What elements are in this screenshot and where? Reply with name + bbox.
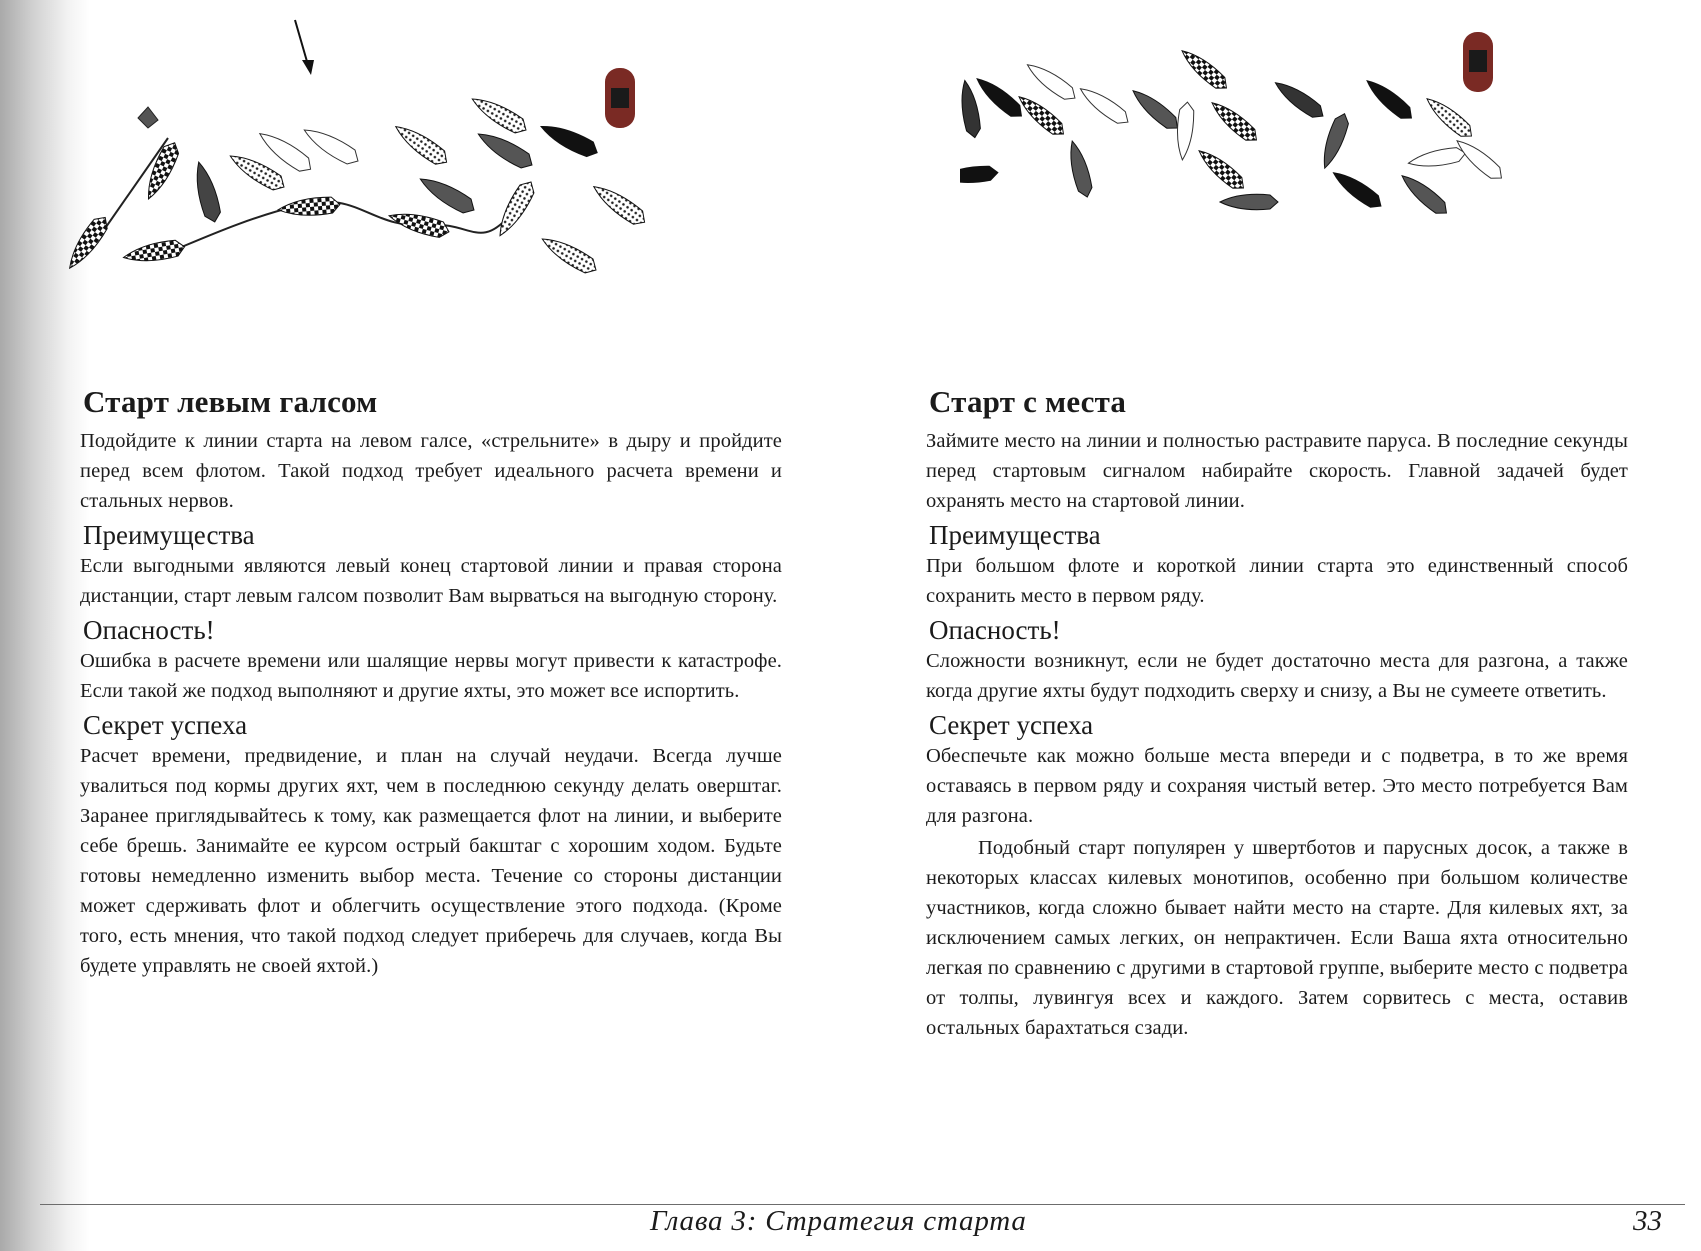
yacht bbox=[63, 212, 113, 273]
section-title: Старт с места bbox=[929, 384, 1127, 419]
secret-heading: Секрет успеха bbox=[929, 710, 1094, 740]
start-mark-buoy bbox=[138, 107, 158, 128]
yacht bbox=[1175, 101, 1195, 160]
yacht bbox=[1014, 91, 1068, 140]
section-title: Старт левым галсом bbox=[83, 384, 378, 419]
yacht bbox=[277, 196, 340, 219]
yacht bbox=[538, 232, 600, 278]
danger-paragraph: Ошибка в расчете времени или шалящие нервы могут привести к катастрофе. Если такой же подход выполняют и другие яхты, это может все испортить. bbox=[80, 650, 782, 702]
port-tack-start-diagram bbox=[30, 10, 730, 310]
wind-arrow-icon bbox=[295, 20, 314, 75]
yacht bbox=[1407, 146, 1467, 171]
intro-paragraph: Займите место на линии и полностью растравите паруса. В последние секунды перед стартовым сигналом набирайте скорость. Главной задачей будет охранять место на стартовой линии. bbox=[926, 430, 1628, 512]
secret-paragraph: Обеспечьте как можно больше места впереди и с подветра, в то же время оставаясь в первом ряду и сохраняя чистый ветер. Это место потребуется Вам для разгона. bbox=[926, 745, 1628, 827]
yacht bbox=[972, 73, 1026, 122]
yacht bbox=[190, 160, 223, 224]
yacht bbox=[1128, 85, 1182, 134]
left-page-column bbox=[80, 384, 782, 981]
yacht bbox=[589, 180, 650, 230]
committee-boat bbox=[605, 68, 635, 128]
yacht bbox=[391, 120, 452, 170]
yacht bbox=[960, 165, 999, 185]
right-page-column bbox=[926, 384, 1628, 1043]
yacht bbox=[1194, 145, 1248, 194]
yacht bbox=[122, 238, 186, 266]
yacht bbox=[1023, 58, 1079, 104]
danger-paragraph: Сложности возникнут, если не будет достаточно места для разгона, а также когда другие яхты будут подходить сверху и снизу, а Вы не сумеете ответить. bbox=[926, 650, 1628, 702]
yacht bbox=[1065, 139, 1095, 199]
yacht bbox=[1271, 76, 1327, 122]
page-number: 33 bbox=[1633, 1205, 1662, 1237]
danger-heading: Опасность! bbox=[929, 615, 1061, 645]
advantages-heading: Преимущества bbox=[929, 520, 1101, 550]
advantages-paragraph: При большом флоте и короткой линии старта это единственный способ сохранить место в первом ряду. bbox=[926, 555, 1628, 607]
yacht bbox=[1329, 166, 1385, 212]
yacht bbox=[1422, 93, 1476, 142]
yacht bbox=[1177, 45, 1231, 94]
yacht bbox=[1076, 82, 1132, 128]
yacht bbox=[416, 172, 478, 218]
yacht bbox=[1397, 170, 1451, 219]
yacht bbox=[468, 92, 530, 138]
yacht bbox=[537, 119, 600, 161]
extra-paragraph: Подобный старт популярен у швертботов и парусных досок, а также в некоторых классах килевых монотипов, особенно при большом количестве участников, когда сложно бывает найти место на старте. Для килевых яхт, за исключением самых легких, он непрактичен. Если Ваша яхта относительно легкая по сравнению с другими в стартовой группе, выберите место с подветра от толпы, лувингуя всех и каждого. Затем сорвитесь с места, оставив остальных барахтаться сзади. bbox=[926, 837, 1628, 1039]
yacht bbox=[1220, 194, 1278, 209]
running-footer: Глава 3: Стратегия старта bbox=[650, 1205, 1027, 1237]
yacht bbox=[1318, 111, 1352, 171]
yacht bbox=[493, 178, 539, 240]
advantages-heading: Преимущества bbox=[83, 520, 255, 550]
yacht bbox=[960, 79, 982, 139]
secret-heading: Секрет успеха bbox=[83, 710, 248, 740]
yacht bbox=[474, 127, 536, 173]
danger-heading: Опасность! bbox=[83, 615, 215, 645]
yacht bbox=[1207, 97, 1261, 146]
standstill-start-diagram bbox=[960, 10, 1660, 250]
committee-boat bbox=[1463, 32, 1493, 92]
intro-paragraph: Подойдите к линии старта на левом галсе, «стрельните» в дыру и пройдите перед всем флотом. Такой подход требует идеального расчета времени и стальных нервов. bbox=[80, 430, 782, 512]
advantages-paragraph: Если выгодными являются левый конец стартовой линии и правая сторона дистанции, старт левым галсом позволит Вам вырваться на выгодную сторону. bbox=[80, 555, 782, 607]
secret-paragraph: Расчет времени, предвидение, и план на случай неудачи. Всегда лучше увалиться под кормы других яхт, чем в последнюю секунду делать оверштаг. Заранее приглядывайтесь к тому, как размещается флот на линии, и выберите себе брешь. Занимайте ее курсом острый бакштаг с хорошим ходом. Будьте готовы немедленно изменить выбор места. Течение со стороны дистанции может сдерживать флот и облегчить осуществление этого подхода. (Кроме того, есть мнения, что такой подход следует приберечь для случаев, когда Вы будете управлять не своей яхтой.) bbox=[80, 745, 782, 977]
yacht bbox=[1362, 75, 1416, 124]
